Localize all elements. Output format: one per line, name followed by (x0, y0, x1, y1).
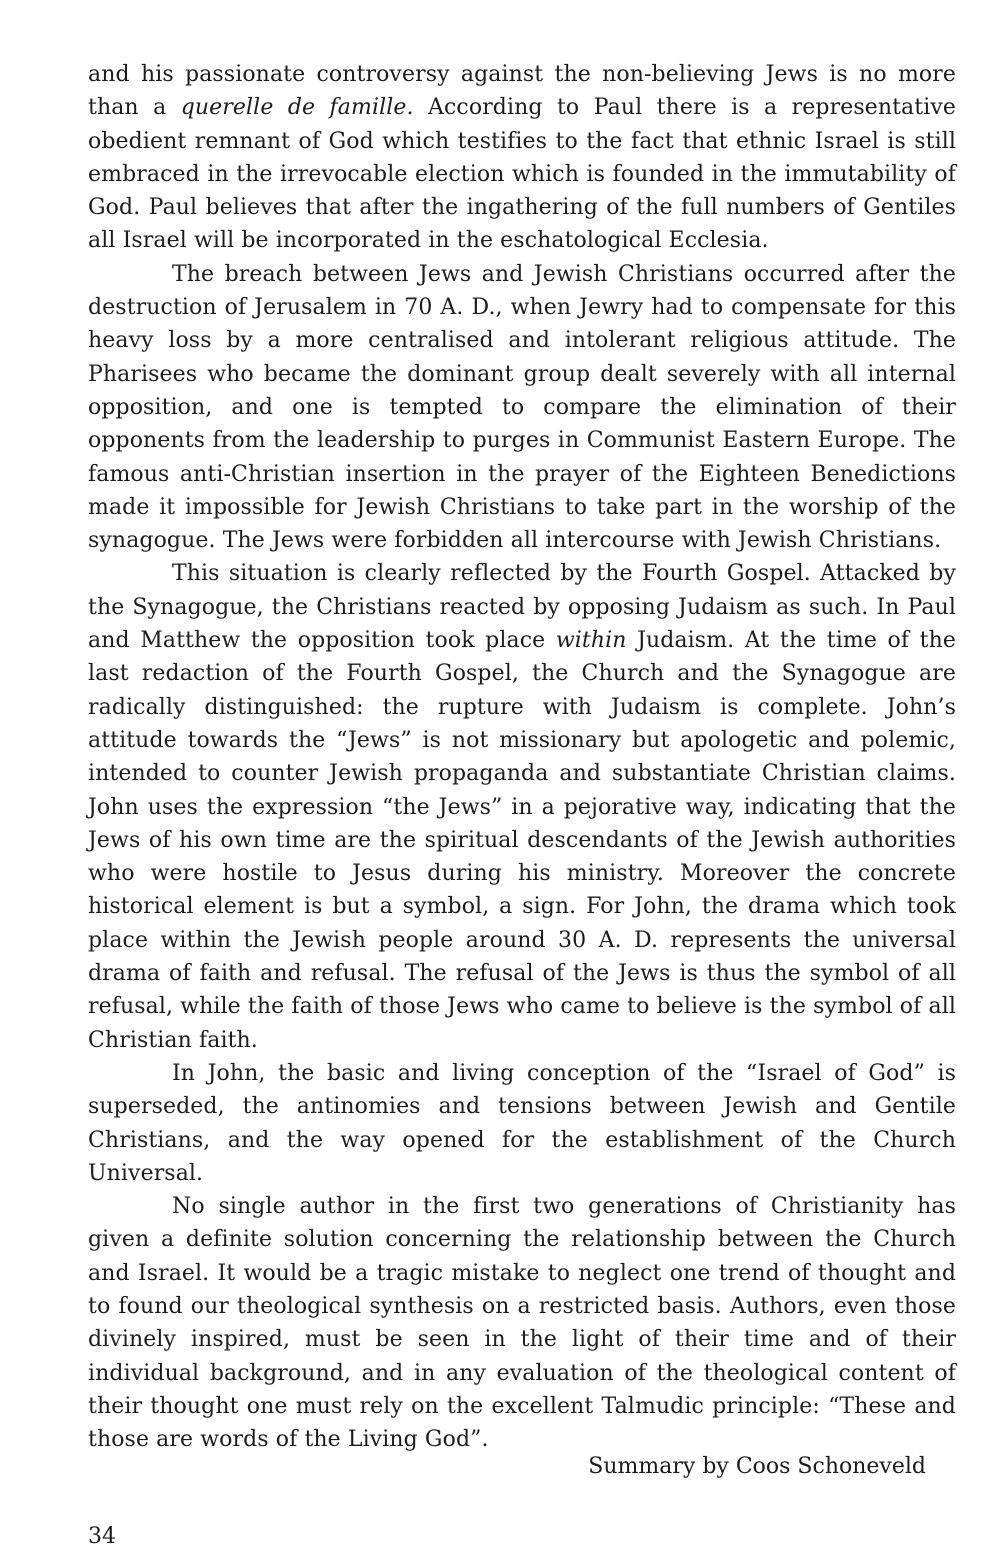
paragraph-3-part-3: Judaism. At the time of the last redaction of the Fourth Gospel, the Church and the Synagogue are radically distinguished: the rupture with Judaism is complete. John’s attitude towards the “Jews” is not missionary but apologetic and polemic, intended to counter Jewish propaganda and substantiate Christian claims. John uses the expression “the Jews” in a pejorative way, indicating that the Jews of his own time are the spiritual descendants of the Jewish authorities who were hostile to Jesus during his ministry. Moreover the concrete historical element is but a symbol, a sign. For John, the drama which took place within the Jewish people around 30 A. D. represents the universal drama of faith and refusal. The refusal of the Jews is thus the symbol of all refusal, while the faith of those Jews who came to believe is the symbol of all Christian faith. (88, 628, 956, 1053)
paragraph-4 (88, 1057, 956, 1190)
paragraph-4-text: In John, the basic and living conception of the “Israel of God” is superseded, the antinomies and tensions between Jewish and Gentile Christians, and the way opened for the establishment of the Church Universal. (88, 1060, 956, 1186)
page-number: 34 (88, 1524, 116, 1549)
paragraph-1-part-1: and his passionate controversy against the non-believing Jews is no more than a (88, 62, 956, 121)
paragraph-1-italic-phrase: querelle de famille. (180, 95, 414, 121)
paragraph-2 (88, 258, 956, 558)
paragraph-3 (88, 557, 956, 1056)
paragraph-2-text: The breach between Jews and Jewish Christians occurred after the destruction of Jerusalem in 70 A. D., when Jewry had to compensate for this heavy loss by a more centralised and intolerant religious attitude. The Pharisees who became the dominant group dealt severely with all internal opposition, and one is tempted to compare the elimination of their opponents from the leadership to purges in Communist Eastern Europe. The famous anti-Christian insertion in the prayer of the Eighteen Benedictions made it impossible for Jewish Christians to take part in the worship of the synagogue. The Jews were forbidden all intercourse with Jewish Christians. (88, 261, 956, 554)
paragraph-3-part-1: This situation is clearly reflected by the Fourth Gospel. Attacked by the Synagogue, the Christians reacted by opposing Judaism as such. In Paul and Matthew the opposition took place (88, 561, 956, 654)
paragraph-3-italic-word: within (555, 628, 627, 654)
paragraph-1-part-3: According to Paul there is a representative obedient remnant of God which testifies to the fact that ethnic Israel is still embraced in the irrevocable election which is founded in the immutability of God. Paul believes that after the ingathering of the full numbers of Gentiles all Israel will be incorporated in the eschatological Ecclesia. (88, 95, 956, 254)
article-body (88, 58, 956, 1456)
summary-attribution: Summary by Coos Schoneveld (588, 1454, 926, 1479)
paragraph-5 (88, 1190, 956, 1456)
paragraph-5-text: No single author in the first two generations of Christianity has given a definite solution concerning the relationship between the Church and Israel. It would be a tragic mistake to neglect one trend of thought and to found our theological synthesis on a restricted basis. Authors, even those divinely inspired, must be seen in the light of their time and of their individual background, and in any evaluation of the theological content of their thought one must rely on the excellent Talmudic principle: “These and those are words of the Living God”. (88, 1194, 956, 1453)
paragraph-1 (88, 58, 956, 258)
